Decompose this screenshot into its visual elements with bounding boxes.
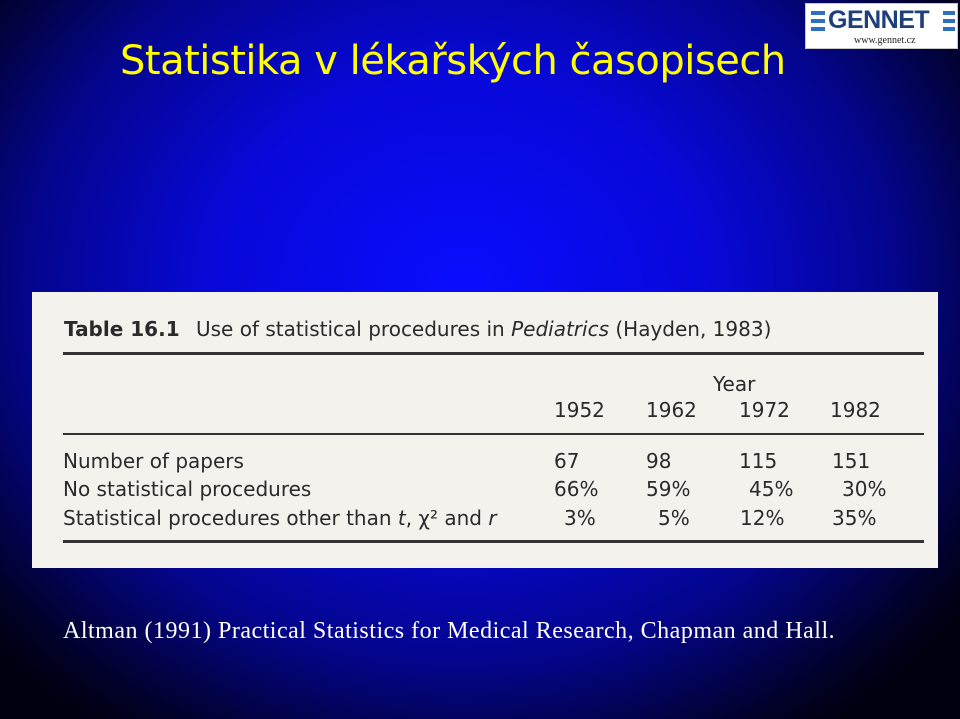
logo-wordmark: GENNET <box>828 6 930 34</box>
table-cell: 66% <box>554 477 599 501</box>
table-cell: 98 <box>646 449 672 473</box>
table-cell: 12% <box>740 506 785 530</box>
year-col-1952: 1952 <box>554 398 605 422</box>
table-number: Table 16.1 <box>64 317 180 341</box>
table-bottom-rule <box>63 540 924 543</box>
year-header: Year <box>713 372 756 396</box>
caption-journal: Pediatrics <box>511 317 609 341</box>
row-label-papers: Number of papers <box>63 449 244 473</box>
table-cell: 30% <box>842 477 887 501</box>
table-header-rule <box>63 433 924 435</box>
table-cell: 3% <box>564 506 596 530</box>
logo-bars-right-icon <box>943 11 955 31</box>
year-col-1982: 1982 <box>830 398 881 422</box>
citation-text: Altman (1991) Practical Statistics for Medical Research, Chapman and Hall. <box>63 618 836 644</box>
slide-title: Statistika v lékařských časopisech <box>120 38 786 84</box>
table-cell: 5% <box>658 506 690 530</box>
year-col-1962: 1962 <box>646 398 697 422</box>
caption-source: (Hayden, 1983) <box>615 317 772 341</box>
table-caption <box>64 317 771 341</box>
table-cell: 45% <box>749 477 794 501</box>
row-label-other-stats <box>63 506 497 530</box>
table-cell: 59% <box>646 477 691 501</box>
row-label-r: r <box>488 506 497 530</box>
row-label-chi: , χ² and <box>405 506 489 530</box>
scanned-table <box>32 292 938 568</box>
gennet-logo <box>805 3 958 49</box>
table-cell: 115 <box>739 449 778 473</box>
logo-bars-left-icon <box>811 11 825 31</box>
row-label-text: Statistical procedures other than <box>63 506 398 530</box>
caption-text: Use of statistical procedures in <box>195 317 505 341</box>
table-cell: 35% <box>832 506 877 530</box>
row-label-t: t <box>397 506 406 530</box>
row-label-no-stats: No statistical procedures <box>63 477 312 501</box>
table-cell: 151 <box>832 449 871 473</box>
logo-url: www.gennet.cz <box>854 35 916 46</box>
table-cell: 67 <box>554 449 580 473</box>
year-col-1972: 1972 <box>739 398 790 422</box>
table-top-rule <box>63 352 924 355</box>
